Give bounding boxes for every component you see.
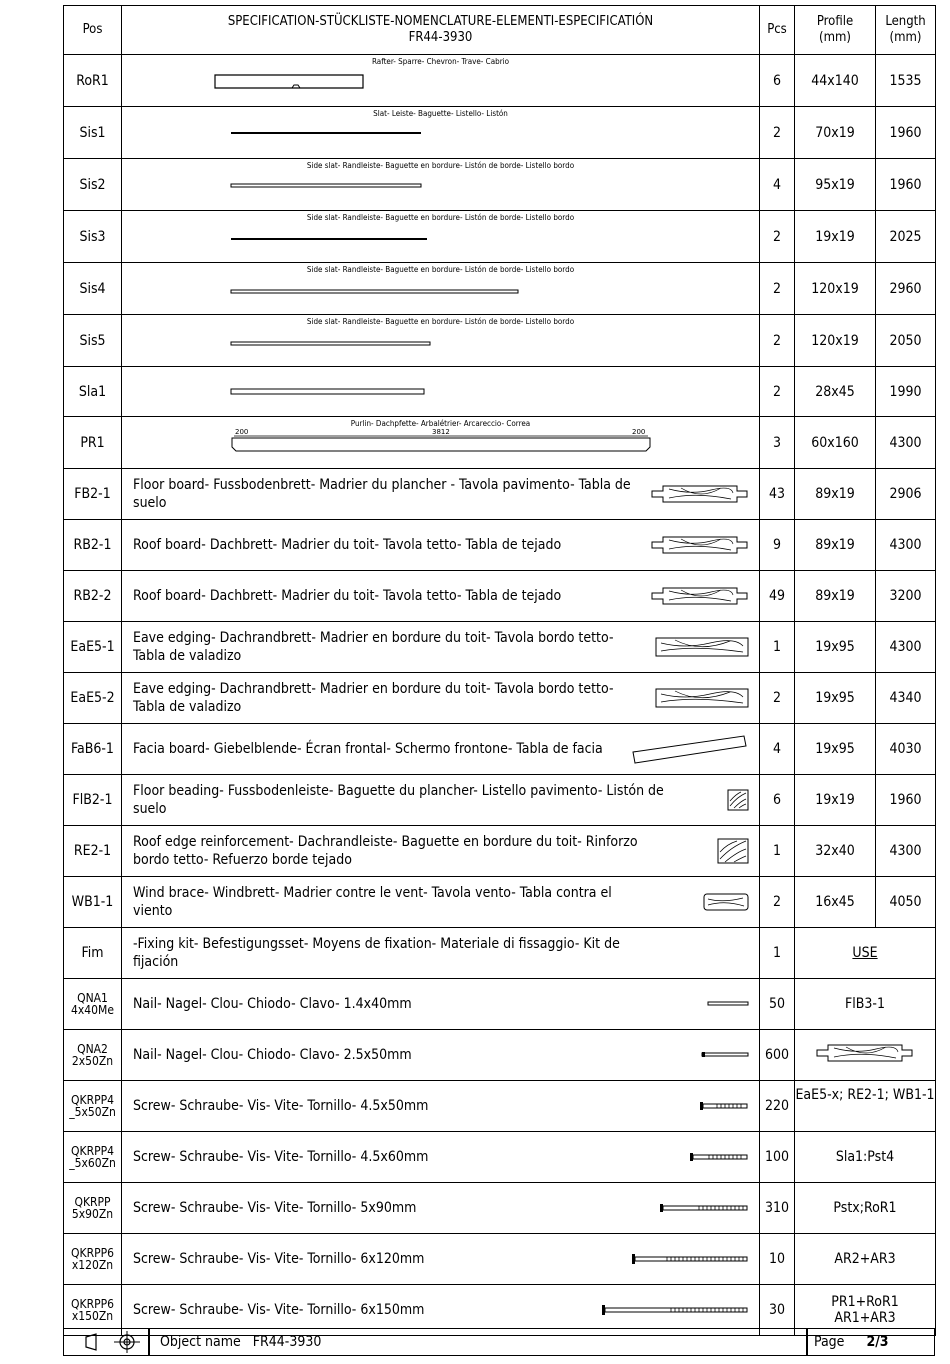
row-length: 1960	[876, 107, 936, 159]
row-pos-line2: _5x50Zn	[69, 1105, 116, 1119]
table-row	[64, 775, 936, 826]
row-pos	[64, 1132, 122, 1183]
row-length: 2025	[876, 211, 936, 263]
row-description: Roof edge reinforcement- Dachrandleiste- Baguette en bordure du toit- Rinforzo bordo tetto- Refuerzo borde tejado	[133, 834, 638, 868]
header-length-unit: (mm)	[889, 30, 922, 45]
tongue-groove-board-icon	[651, 585, 749, 607]
row-profile: 70x19	[795, 107, 876, 159]
row-pos: FaB6-1	[64, 724, 122, 775]
row-pos: PR1	[64, 417, 122, 469]
row-pos-line1: QKRPP4	[71, 1144, 114, 1158]
row-description-cell	[122, 1081, 760, 1132]
row-pos-line1: QNA1	[77, 991, 108, 1005]
row-profile: 19x95	[795, 673, 876, 724]
row-pos	[64, 1234, 122, 1285]
purlin-dim-left: 200	[235, 428, 249, 436]
nail-icon	[707, 1000, 749, 1008]
row-pos-line2: x120Zn	[71, 1258, 114, 1272]
row-description: Screw- Schraube- Vis- Vite- Tornillo- 4.5x60mm	[133, 1149, 429, 1165]
screw-icon	[689, 1152, 749, 1162]
row-pos-line2: 5x90Zn	[71, 1207, 114, 1221]
object-name-value: FR44-3930	[252, 1334, 322, 1350]
facia-board-icon	[631, 732, 749, 766]
header-profile-label: Profile	[816, 14, 854, 29]
table-row	[64, 571, 936, 622]
slat-caption: Slat- Leiste- Baguette- Listello- Listón	[373, 109, 508, 118]
row-pos: Sis3	[64, 211, 122, 263]
page-label: Page	[814, 1334, 845, 1350]
row-pos-line2: 2x50Zn	[71, 1054, 114, 1068]
side-slat-drawing	[122, 263, 760, 315]
table-row	[64, 520, 936, 571]
table-row	[64, 1234, 936, 1285]
row-description: Wind brace- Windbrett- Madrier contre le vent- Tavola vento- Tabla contra el viento	[133, 885, 612, 919]
row-pcs: 2	[760, 367, 795, 417]
row-description-cell	[122, 622, 760, 673]
row-length: 4340	[876, 673, 936, 724]
row-profile: 19x19	[795, 211, 876, 263]
table-row	[64, 211, 936, 263]
tongue-groove-board-icon	[651, 534, 749, 556]
screw-icon	[659, 1203, 749, 1213]
row-length: 3200	[876, 571, 936, 622]
row-pos-line2: x150Zn	[71, 1309, 114, 1323]
row-drawing-cell	[122, 315, 760, 367]
row-pcs: 2	[760, 211, 795, 263]
table-row	[64, 367, 936, 417]
row-length: 4300	[876, 826, 936, 877]
row-use-line2: AR1+AR3	[834, 1310, 896, 1326]
row-profile: 19x19	[795, 775, 876, 826]
row-pcs: 2	[760, 315, 795, 367]
row-pos-line2: _5x60Zn	[69, 1156, 116, 1170]
row-pcs: 30	[760, 1285, 795, 1336]
reinforcement-section-icon	[717, 838, 749, 864]
row-length: 4030	[876, 724, 936, 775]
screw-icon	[601, 1304, 749, 1316]
row-drawing-cell	[122, 211, 760, 263]
header-row	[64, 6, 936, 55]
row-description-cell	[122, 1030, 760, 1081]
table-row	[64, 979, 936, 1030]
header-title-line2: FR44-3930	[408, 30, 473, 45]
row-pos: Fim	[64, 928, 122, 979]
row-description: Roof board- Dachbrett- Madrier du toit- Tavola tetto- Tabla de tejado	[133, 588, 562, 604]
table-row	[64, 877, 936, 928]
row-description-cell	[122, 724, 760, 775]
row-length: 4300	[876, 622, 936, 673]
object-name-label: Object name	[160, 1334, 241, 1350]
row-description: Screw- Schraube- Vis- Vite- Tornillo- 5x90mm	[133, 1200, 417, 1216]
table-row	[64, 622, 936, 673]
row-profile: 16x45	[795, 877, 876, 928]
side-slat-drawing	[122, 211, 760, 263]
edging-board-icon	[655, 637, 749, 657]
row-pcs: 4	[760, 724, 795, 775]
row-pos: Sis2	[64, 159, 122, 211]
row-profile: 89x19	[795, 520, 876, 571]
table-row	[64, 928, 936, 979]
row-drawing-cell	[122, 159, 760, 211]
header-pcs: Pcs	[760, 6, 795, 55]
page-box	[807, 1328, 935, 1356]
row-drawing-cell	[122, 367, 760, 417]
row-pos: RB2-2	[64, 571, 122, 622]
row-description-cell	[122, 826, 760, 877]
row-description: Roof board- Dachbrett- Madrier du toit- Tavola tetto- Tabla de tejado	[133, 537, 562, 553]
row-pcs: 600	[760, 1030, 795, 1081]
row-pcs: 2	[760, 877, 795, 928]
row-profile: 89x19	[795, 469, 876, 520]
table-row	[64, 107, 936, 159]
row-pcs: 310	[760, 1183, 795, 1234]
row-description-cell	[122, 469, 760, 520]
row-description-cell	[122, 673, 760, 724]
row-use: FlB3-1	[795, 979, 936, 1030]
row-length: 2906	[876, 469, 936, 520]
purlin-dim-right: 200	[632, 428, 646, 436]
table-row	[64, 1183, 936, 1234]
projection-symbol-box	[63, 1328, 149, 1356]
row-pos-line2: 4x40Me	[71, 1003, 114, 1017]
row-profile: 60x160	[795, 417, 876, 469]
row-pcs: 49	[760, 571, 795, 622]
row-pos-line1: QNA2	[77, 1042, 108, 1056]
side-slat-drawing	[122, 159, 760, 211]
row-length: 4300	[876, 520, 936, 571]
row-pos-line1: QKRPP6	[71, 1246, 114, 1260]
purlin-dim-mid: 3812	[432, 428, 450, 436]
table-row	[64, 417, 936, 469]
row-pcs: 4	[760, 159, 795, 211]
row-description-cell	[122, 1183, 760, 1234]
row-length: 1990	[876, 367, 936, 417]
row-use: Sla1:Pst4	[795, 1132, 936, 1183]
row-pcs: 10	[760, 1234, 795, 1285]
row-profile: 32x40	[795, 826, 876, 877]
row-profile: 120x19	[795, 315, 876, 367]
object-name-box	[149, 1328, 807, 1356]
row-length: 4300	[876, 417, 936, 469]
row-pos: Sis1	[64, 107, 122, 159]
edging-board-icon	[655, 688, 749, 708]
row-description: Eave edging- Dachrandbrett- Madrier en bordure du toit- Tavola bordo tetto- Tabla de valadizo	[133, 630, 614, 664]
row-description-cell	[122, 979, 760, 1030]
row-drawing-cell	[122, 417, 760, 469]
row-description: Screw- Schraube- Vis- Vite- Tornillo- 4.5x50mm	[133, 1098, 429, 1114]
row-drawing-cell	[122, 263, 760, 315]
row-length: 1535	[876, 55, 936, 107]
row-profile: 44x140	[795, 55, 876, 107]
row-pcs: 3	[760, 417, 795, 469]
row-pos: RoR1	[64, 55, 122, 107]
row-pos: Sis5	[64, 315, 122, 367]
row-pcs: 220	[760, 1081, 795, 1132]
beading-section-icon	[727, 789, 749, 811]
table-row	[64, 826, 936, 877]
row-profile: 120x19	[795, 263, 876, 315]
use-label: USE	[852, 945, 878, 961]
side-slat-caption: Side slat- Randleiste- Baguette en bordure- Listón de borde- Listello bordo	[306, 265, 575, 274]
row-pos: FlB2-1	[64, 775, 122, 826]
row-length: 1960	[876, 159, 936, 211]
row-pos: FB2-1	[64, 469, 122, 520]
row-pcs: 6	[760, 55, 795, 107]
table-row	[64, 469, 936, 520]
page-value: 2/3	[866, 1334, 889, 1350]
row-pcs: 43	[760, 469, 795, 520]
side-slat-caption: Side slat- Randleiste- Baguette en bordure- Listón de borde- Listello bordo	[306, 161, 575, 170]
side-slat-drawing	[122, 315, 760, 367]
header-profile	[795, 6, 876, 55]
slat-drawing	[122, 367, 760, 417]
title-block	[63, 1328, 935, 1356]
table-row	[64, 1030, 936, 1081]
row-pos	[64, 1030, 122, 1081]
purlin-caption: Purlin- Dachpfette- Arbalétrier- Arcareccio- Correa	[350, 419, 531, 428]
row-pcs: 2	[760, 263, 795, 315]
row-profile: 19x95	[795, 724, 876, 775]
row-pos: RB2-1	[64, 520, 122, 571]
row-description-cell	[122, 1132, 760, 1183]
row-profile: 95x19	[795, 159, 876, 211]
specification-table	[63, 5, 936, 1336]
row-description: Nail- Nagel- Clou- Chiodo- Clavo- 1.4x40mm	[133, 996, 412, 1012]
table-row	[64, 263, 936, 315]
tongue-groove-board-icon	[651, 483, 749, 505]
row-pos: RE2-1	[64, 826, 122, 877]
tongue-groove-board-icon	[816, 1042, 914, 1064]
row-pos-line1: QKRPP4	[71, 1093, 114, 1107]
row-use	[795, 1030, 936, 1081]
row-description: Floor board- Fussbodenbrett- Madrier du plancher - Tavola pavimento- Tabla de suelo	[133, 477, 631, 511]
row-pos	[64, 1081, 122, 1132]
row-description-cell	[122, 520, 760, 571]
row-profile: 19x95	[795, 622, 876, 673]
screw-icon	[631, 1253, 749, 1265]
row-length: 4050	[876, 877, 936, 928]
rafter-caption: Rafter- Sparre- Chevron- Trave- Cabrio	[371, 57, 510, 66]
table-row	[64, 315, 936, 367]
row-description-cell	[122, 775, 760, 826]
row-use: AR2+AR3	[795, 1234, 936, 1285]
row-description-cell	[122, 877, 760, 928]
projection-symbol-icon	[64, 1329, 150, 1355]
row-pcs: 6	[760, 775, 795, 826]
table-row	[64, 1132, 936, 1183]
row-use: EaE5-x; RE2-1; WB1-1	[795, 1081, 936, 1132]
row-use	[795, 928, 936, 979]
row-use-line1: PR1+RoR1	[831, 1294, 899, 1310]
row-length: 2960	[876, 263, 936, 315]
row-description: Eave edging- Dachrandbrett- Madrier en bordure du toit- Tavola bordo tetto- Tabla de valadizo	[133, 681, 614, 715]
row-pcs: 1	[760, 826, 795, 877]
row-pos: EaE5-1	[64, 622, 122, 673]
purlin-drawing	[122, 417, 760, 469]
row-drawing-cell	[122, 107, 760, 159]
row-length: 1960	[876, 775, 936, 826]
table-row	[64, 1081, 936, 1132]
side-slat-caption: Side slat- Randleiste- Baguette en bordure- Listón de borde- Listello bordo	[306, 213, 575, 222]
header-length-label: Length	[885, 14, 926, 29]
row-pcs: 50	[760, 979, 795, 1030]
row-use: Pstx;RoR1	[795, 1183, 936, 1234]
row-length: 2050	[876, 315, 936, 367]
screw-icon	[699, 1101, 749, 1111]
header-length	[876, 6, 936, 55]
header-pos: Pos	[64, 6, 122, 55]
row-pos: EaE5-2	[64, 673, 122, 724]
row-pcs: 9	[760, 520, 795, 571]
row-pos	[64, 1183, 122, 1234]
row-pcs: 2	[760, 673, 795, 724]
header-title	[122, 6, 760, 55]
row-pos-line1: QKRPP6	[71, 1297, 114, 1311]
row-pcs: 1	[760, 928, 795, 979]
row-description: Screw- Schraube- Vis- Vite- Tornillo- 6x150mm	[133, 1302, 425, 1318]
row-description: Screw- Schraube- Vis- Vite- Tornillo- 6x120mm	[133, 1251, 425, 1267]
table-row	[64, 55, 936, 107]
table-row	[64, 673, 936, 724]
row-description-cell	[122, 1234, 760, 1285]
header-profile-unit: (mm)	[819, 30, 851, 45]
header-title-line1: SPECIFICATION-STÜCKLISTE-NOMENCLATURE-ELEMENTI-ESPECIFICATIÓN	[227, 14, 654, 29]
row-description: Nail- Nagel- Clou- Chiodo- Clavo- 2.5x50mm	[133, 1047, 412, 1063]
row-pcs: 1	[760, 622, 795, 673]
row-pos	[64, 979, 122, 1030]
row-description: -Fixing kit- Befestigungsset- Moyens de fixation- Materiale di fissaggio- Kit de fijación	[133, 936, 620, 970]
row-description: Facia board- Giebelblende- Écran frontal- Schermo frontone- Tabla de facia	[133, 741, 603, 757]
row-profile: 28x45	[795, 367, 876, 417]
rafter-drawing	[122, 55, 760, 107]
wind-brace-section-icon	[703, 893, 749, 911]
slat-drawing	[122, 107, 760, 159]
table-row	[64, 159, 936, 211]
row-pcs: 2	[760, 107, 795, 159]
row-pcs: 100	[760, 1132, 795, 1183]
row-drawing-cell	[122, 55, 760, 107]
side-slat-caption: Side slat- Randleiste- Baguette en bordure- Listón de borde- Listello bordo	[306, 317, 575, 326]
row-pos: Sis4	[64, 263, 122, 315]
row-pos: Sla1	[64, 367, 122, 417]
row-pos-line1: QKRPP	[74, 1195, 111, 1209]
nail-icon	[701, 1051, 749, 1059]
table-row	[64, 724, 936, 775]
row-pos: WB1-1	[64, 877, 122, 928]
row-description-cell	[122, 928, 760, 979]
row-description-cell	[122, 571, 760, 622]
row-profile: 89x19	[795, 571, 876, 622]
row-description: Floor beading- Fussbodenleiste- Baguette du plancher- Listello pavimento- Listón de suelo	[133, 783, 664, 817]
